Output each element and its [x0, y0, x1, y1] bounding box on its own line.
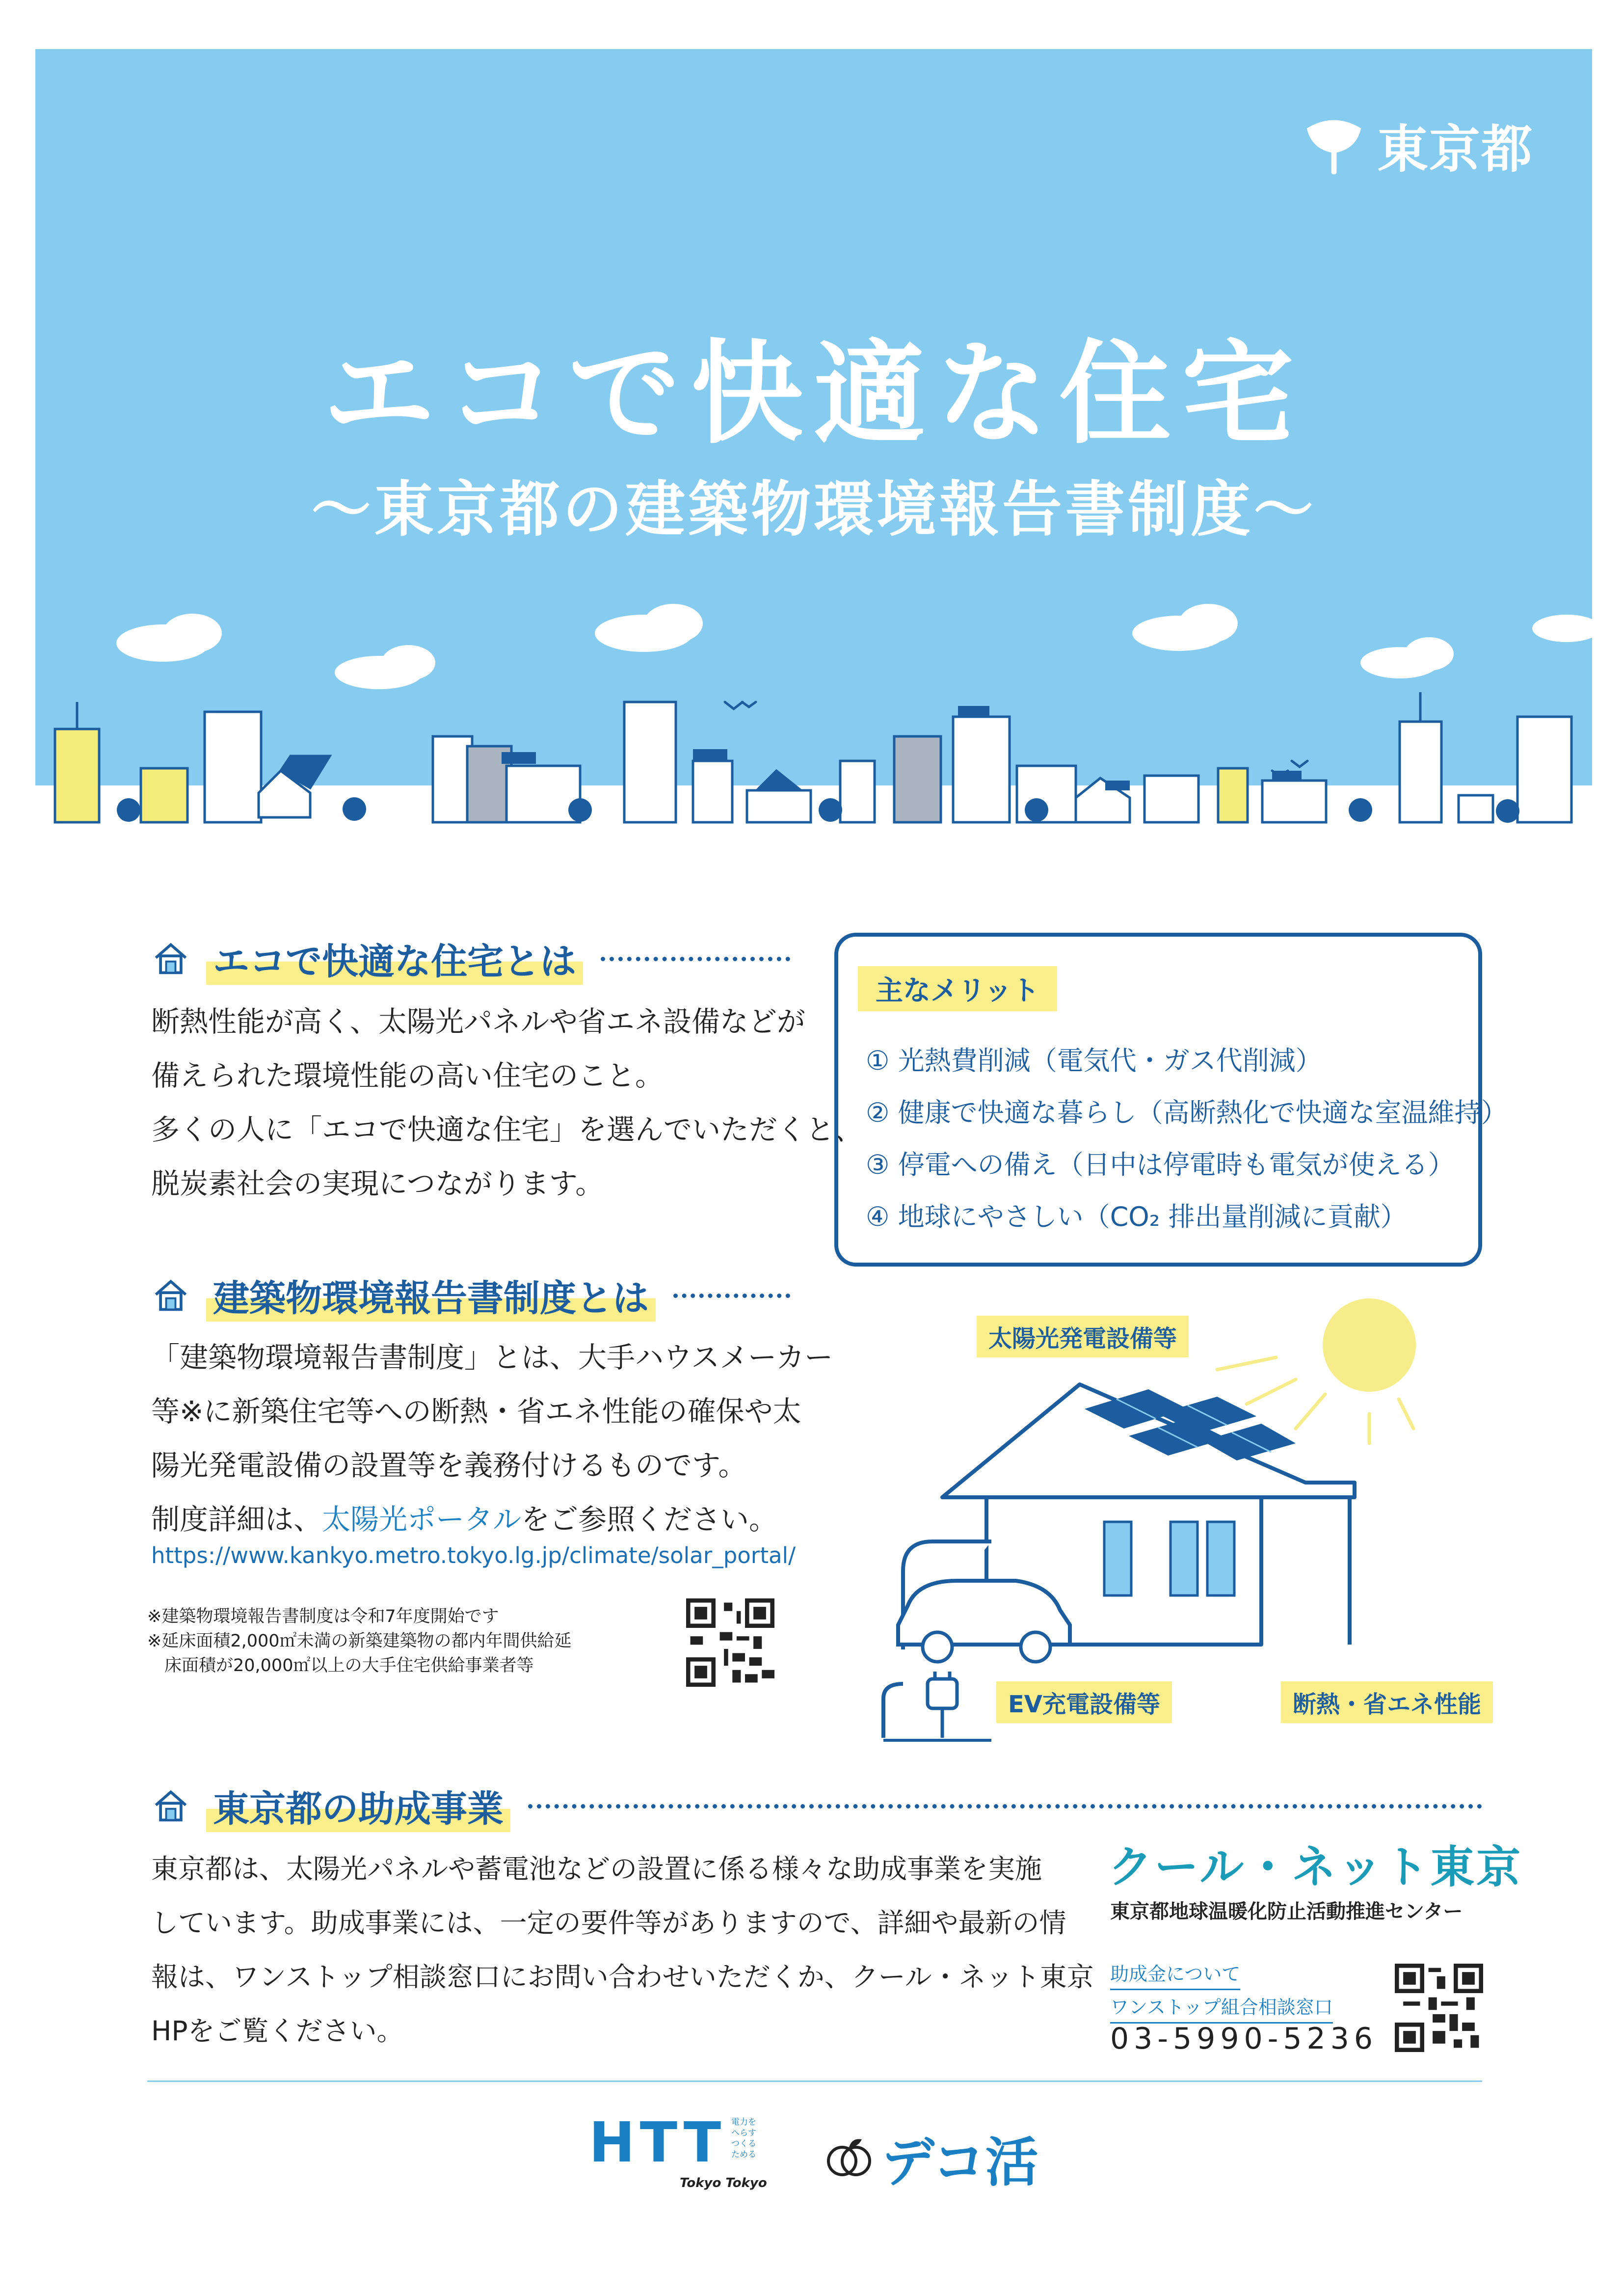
portal-qr-code[interactable] — [686, 1598, 774, 1687]
body-line: 備えられた環境性能の高い住宅のこと。 — [151, 1059, 664, 1092]
org-logo — [1304, 108, 1533, 182]
merit-item: ④ 地球にやさしい（CO₂ 排出量削減に貢献） — [866, 1201, 1407, 1232]
subsidy-label: 助成金について — [1110, 1959, 1240, 1990]
section-title: 東京都の助成事業 — [206, 1780, 510, 1832]
body-line: 陽光発電設備の設置等を義務付けるものです。 — [151, 1449, 747, 1482]
decokatsu-text: デコ活 — [881, 2132, 1038, 2193]
body-line: 断熱性能が高く、太陽光パネルや省エネ設備などが — [151, 1005, 805, 1038]
htt-keyword: 電力を — [731, 2117, 756, 2127]
org-name: 東京都 — [1377, 119, 1533, 179]
house-illustration — [874, 1267, 1512, 1748]
dotted-divider — [601, 957, 790, 961]
solar-portal-link[interactable]: 太陽光ポータル — [322, 1503, 522, 1536]
merit-item: ② 健康で快適な暮らし（高断熱化で快適な室温維持） — [866, 1097, 1508, 1128]
section-report-system — [152, 1270, 790, 1322]
body-line: HPをご覧ください。 — [151, 2015, 404, 2047]
htt-tagline: Tokyo Tokyo — [680, 2176, 767, 2190]
leaf-circle-icon — [825, 2134, 874, 2183]
body-line — [151, 1492, 833, 1546]
insulation-tag: 断熱・省エネ性能 — [1281, 1681, 1493, 1723]
house-icon — [152, 1276, 189, 1315]
body-line: 多くの人に「エコで快適な住宅」を選んでいただくと、 — [151, 1113, 863, 1146]
body-text: 制度詳細は、 — [151, 1503, 322, 1536]
merit-item: ① 光熱費削減（電気代・ガス代削減） — [866, 1045, 1322, 1076]
coolnet-center-name: 東京都地球温暖化防止活動推進センター — [1110, 1900, 1463, 1923]
coolnet-tokyo-name: クール・ネット東京 — [1108, 1841, 1523, 1893]
htt-logo: HTT — [589, 2111, 726, 2175]
portal-url[interactable]: https://www.kankyo.metro.tokyo.lg.jp/climate/solar_portal/ — [151, 1542, 796, 1568]
body-line: 脱炭素社会の実現につながります。 — [151, 1167, 604, 1200]
coolnet-qr-code[interactable] — [1395, 1964, 1483, 2052]
section-subsidies — [152, 1780, 1482, 1832]
section-title: 建築物環境報告書制度とは — [206, 1270, 656, 1322]
eco-house-drawing — [874, 1267, 1512, 1748]
house-icon — [152, 939, 189, 978]
merits-label: 主なメリット — [858, 966, 1057, 1011]
footnotes — [147, 1604, 572, 1678]
body-line: 報は、ワンストップ相談窓口にお問い合わせいただくか、クール・ネット東京 — [151, 1961, 1094, 1993]
merits-box — [834, 933, 1508, 1267]
hero-banner — [35, 49, 1592, 835]
merits-list — [866, 1035, 1508, 1243]
page-subtitle: 〜東京都の建築物環境報告書制度〜 — [311, 475, 1316, 544]
footnote: ※延床面積2,000㎡未満の新築建築物の都内年間供給延 — [147, 1631, 572, 1651]
footer-divider — [147, 2080, 1482, 2082]
solar-tag: 太陽光発電設備等 — [977, 1316, 1189, 1357]
house-icon — [152, 1786, 189, 1826]
body-line: 東京都は、太陽光パネルや蓄電池などの設置に係る様々な助成事業を実施 — [151, 1853, 1042, 1885]
merit-item: ③ 停電への備え（日中は停電時も電気が使える） — [866, 1149, 1455, 1180]
htt-keywords — [731, 2117, 756, 2160]
footnote: 床面積が20,000㎡以上の大手住宅供給事業者等 — [147, 1656, 534, 1675]
body-line: 「建築物環境報告書制度」とは、大手ハウスメーカー — [151, 1341, 833, 1374]
body-line: しています。助成事業には、一定の要件等がありますので、詳細や最新の情 — [151, 1907, 1066, 1939]
ev-tag: EV充電設備等 — [996, 1681, 1172, 1723]
section-eco-house-body — [151, 995, 863, 1211]
section-title: エコで快適な住宅とは — [206, 933, 583, 985]
htt-keyword: ためる — [731, 2150, 756, 2160]
city-skyline-illustration — [35, 599, 1592, 835]
consultation-window-label: ワンストップ組合相談窓口 — [1110, 1992, 1333, 2024]
body-text: をご参照ください。 — [521, 1503, 778, 1536]
footnote: ※建築物環境報告書制度は令和7年度開始です — [147, 1607, 499, 1626]
body-line: 等※に新築住宅等への断熱・省エネ性能の確保や太 — [151, 1395, 801, 1428]
page-title: エコで快適な住宅 — [323, 328, 1304, 459]
htt-keyword: つくる — [731, 2139, 756, 2149]
dotted-divider — [528, 1804, 1482, 1809]
section-subsidies-body — [151, 1842, 1094, 2058]
decokatsu-logo — [825, 2120, 1038, 2196]
section-eco-house — [152, 933, 790, 985]
section-report-system-body — [151, 1330, 833, 1546]
phone-number[interactable]: 03-5990-5236 — [1110, 2022, 1378, 2056]
dotted-divider — [673, 1294, 790, 1298]
htt-keyword: へらす — [731, 2128, 756, 2138]
tokyo-emblem-icon — [1304, 115, 1363, 174]
